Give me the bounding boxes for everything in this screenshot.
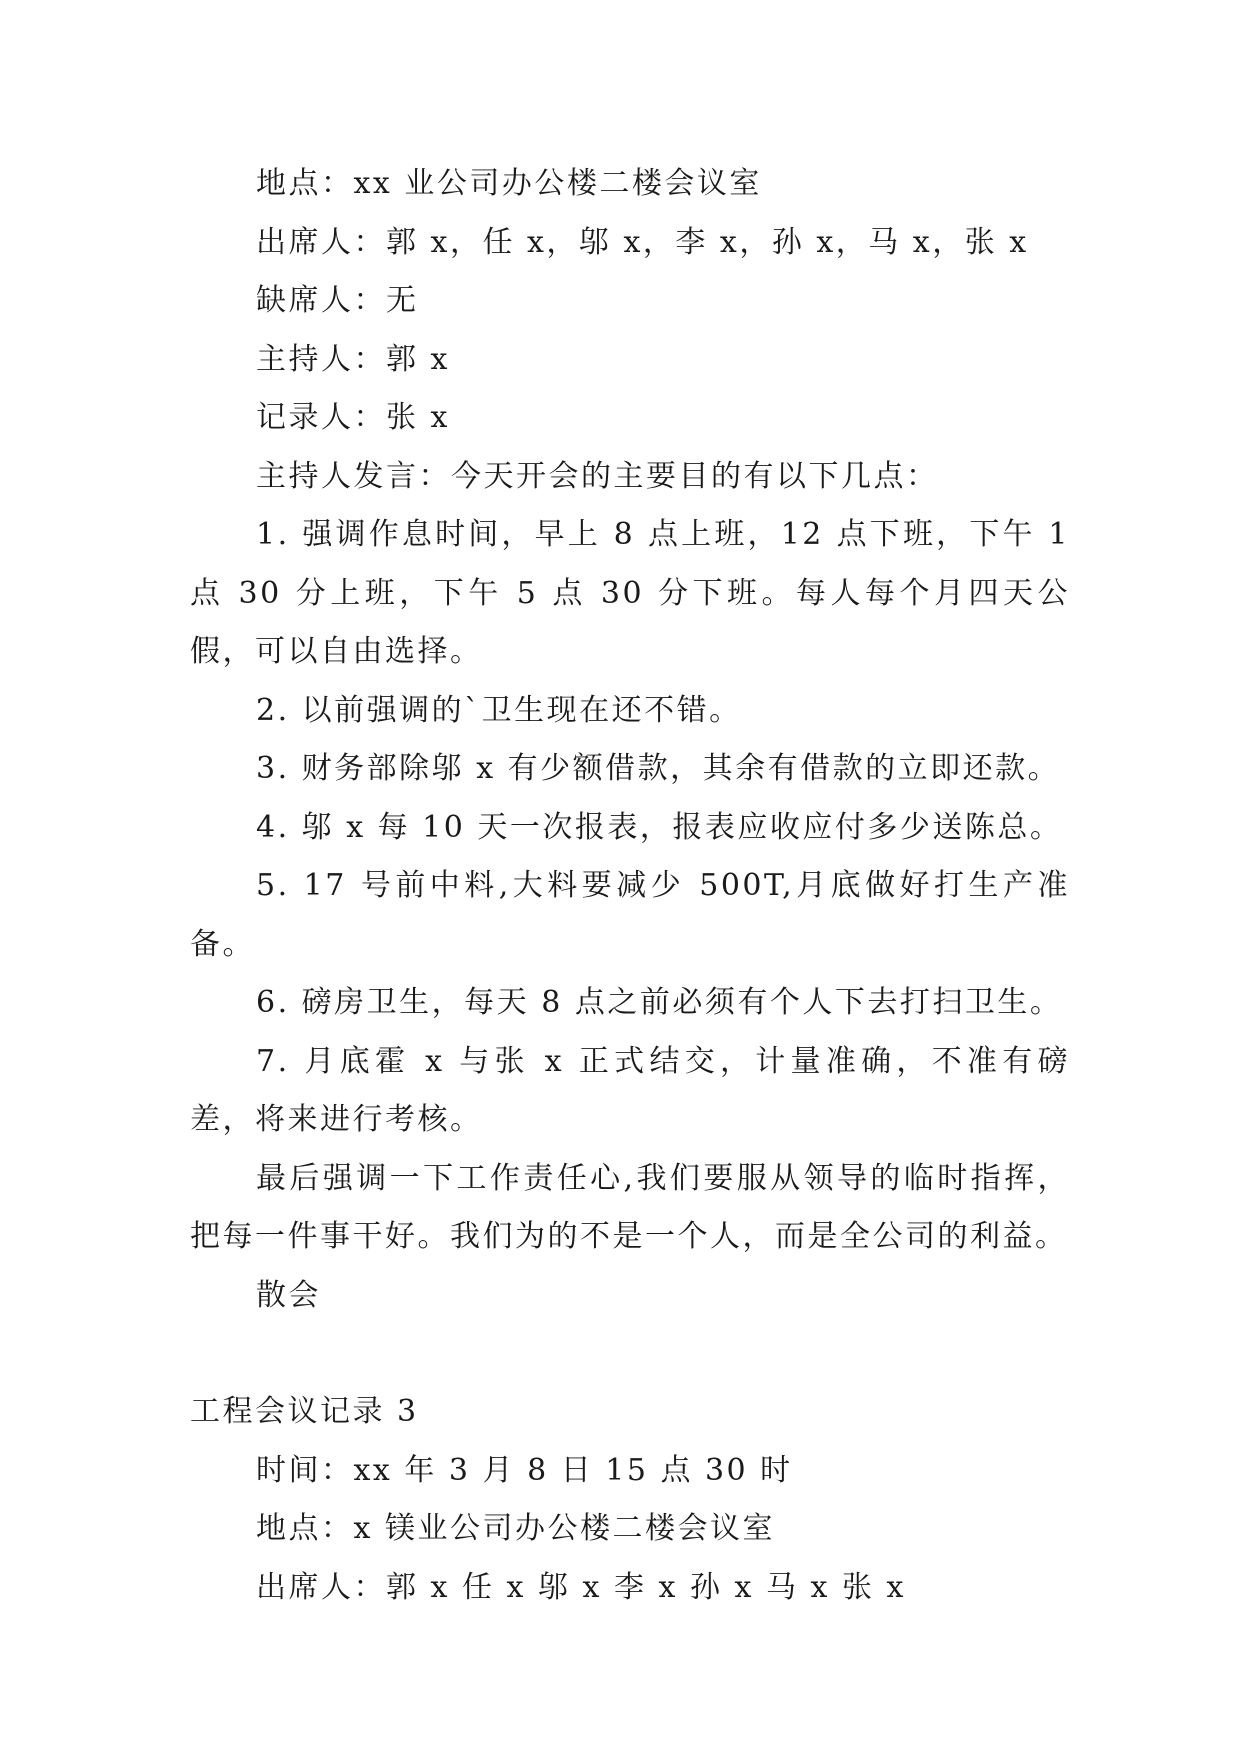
meeting-absentees: 缺席人：无 — [256, 283, 419, 318]
meeting-attendees-2: 出席人：郭 x 任 x 邬 x 李 x 孙 x 马 x 张 x — [256, 1569, 906, 1605]
adjourn-note: 散会 — [256, 1277, 321, 1313]
agenda-item-1: 1. 强调作息时间，早上 8 点上班，12 点下班，下午 1 点 30 分上班，下午 5 点 30 分下班。每人每个月四天公假，可以自由选择。 — [190, 517, 1070, 669]
agenda-item-4: 4. 邬 x 每 10 天一次报表，报表应收应付多少送陈总。 — [256, 809, 1063, 845]
agenda-item-7: 7. 月底霍 x 与张 x 正式结交，计量准确，不准有磅差，将来进行考核。 — [190, 1043, 1070, 1137]
meeting-location: 地点：xx 业公司办公楼二楼会议室 — [256, 166, 762, 201]
meeting-time: 时间：xx 年 3 月 8 日 15 点 30 时 — [256, 1452, 793, 1488]
agenda-item-5: 5. 17 号前中料,大料要减少 500T,月底做好打生产准备。 — [190, 868, 1070, 962]
meeting-recorder: 记录人：张 x — [256, 400, 450, 435]
section-title: 工程会议记录 3 — [190, 1394, 419, 1429]
meeting-location-2: 地点：x 镁业公司办公楼二楼会议室 — [256, 1511, 775, 1546]
section-gap — [190, 1325, 1070, 1383]
agenda-item-3: 3. 财务部除邬 x 有少额借款，其余有借款的立即还款。 — [256, 751, 1061, 786]
agenda-item-2: 2. 以前强调的`卫生现在还不错。 — [256, 692, 742, 728]
closing-remark: 最后强调一下工作责任心,我们要服从领导的临时指挥，把每一件事干好。我们为的不是一个人，而是全公司的利益。 — [190, 1160, 1070, 1254]
host-speech: 主持人发言：今天开会的主要目的有以下几点： — [256, 458, 939, 494]
document-body — [190, 155, 1070, 1617]
meeting-attendees: 出席人：郭 x，任 x，邬 x，李 x，孙 x，马 x，张 x — [256, 224, 1029, 260]
meeting-host: 主持人：郭 x — [256, 341, 450, 377]
agenda-item-6: 6. 磅房卫生，每天 8 点之前必须有个人下去打扫卫生。 — [256, 985, 1063, 1020]
